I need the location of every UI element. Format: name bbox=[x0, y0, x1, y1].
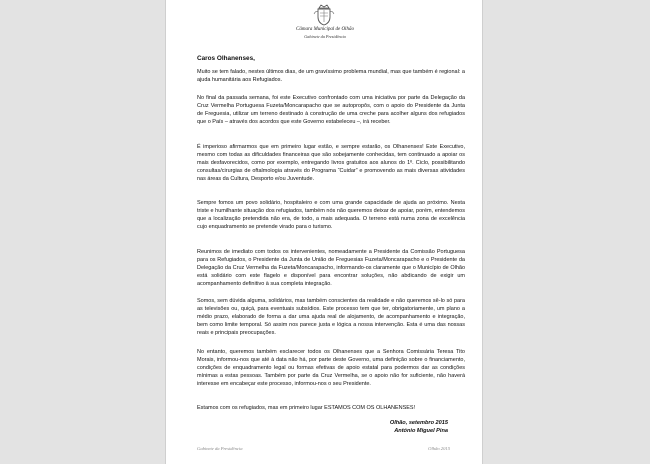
letter-paragraph: No final da passada semana, foi este Executivo confrontado com uma iniciativa por parte da Delegação da Cruz Vermelha Portuguesa Fuzeta/Moncarapacho que se autopropôs, com o apoio do Presidente da Junta de Freguesia, utilizar um terreno destinado à construção de uma creche para acolher alguns dos refugiados que o País – através dos acordos que este Governo estabeleceu –, irá receber. bbox=[197, 95, 465, 125]
letter-paragraph: Somos, sem dúvida alguma, solidários, mas também conscientes da realidade e não queremos sê-lo só para as televisões ou, quiçá, para eventuais subsídios. Este processo tem que ter, obrigatoriamente, um plano a médio prazo, elaborado de forma a dar uma ajuda real de alojamento, de acompanhamento e integração, bem como limite temporal. Só assim nos parece justa e lógica a nossa intervenção. Esta é uma das nossas reais e principais preocupações. bbox=[197, 298, 465, 336]
footer-office: Gabinete da Presidência bbox=[197, 446, 243, 451]
municipal-crest-icon bbox=[312, 4, 336, 26]
letter-paragraph: Muito se tem falado, nestes últimos dias, de um gravíssimo problema mundial, mas que também é regional: a ajuda humanitária aos Refugiados. bbox=[197, 69, 465, 83]
letter-paragraph: Sempre fomos um povo solidário, hospitaleiro e com uma grande capacidade de ajuda ao próximo. Nesta triste e humilhante situação dos refugiados, também nós não queremos deixar de apoiar, porém, entendemos que a localização pretendida não era, de todo, a mais adequada. O terreno está numa zona de excelência cujo enquadramento se pretende virado para o turismo. bbox=[197, 200, 465, 230]
letterhead-organization: Câmara Municipal de Olhão bbox=[296, 27, 354, 32]
letter-signatory: António Miguel Pina bbox=[394, 428, 448, 434]
letter-paragraph: Estamos com os refugiados, mas em primeiro lugar ESTAMOS COM OS OLHANENSES! bbox=[197, 405, 416, 411]
footer-place-year: Olhão 2015 bbox=[428, 446, 450, 451]
letter-greeting: Caros Olhanenses, bbox=[197, 55, 255, 62]
letter-place-date: Olhão, setembro 2015 bbox=[389, 420, 448, 426]
letter-paragraph: No entanto, queremos também esclarecer todos os Olhanenses que a Senhora Comissária Teresa Tito Morais, informou-nos que até à data não há, por parte deste Governo, uma definição sobre o financiamento, condições de enquadramento legal ou formas efetivas de apoio estatal para podermos dar as condições mínimas a estas pessoas. Também por parte da Cruz Vermelha, se o apoio não for suficiente, não haverá interesse em encabeçar este processo, informou-nos o seu Presidente. bbox=[197, 349, 465, 387]
letterhead-office: Gabinete da Presidência bbox=[304, 34, 346, 39]
letter-page bbox=[165, 0, 483, 464]
letter-paragraph: É imperioso afirmarmos que em primeiro lugar estão, e sempre estarão, os Olhanenses! Este Executivo, mesmo com todas as dificuldades financeiras que são sobejamente conhecidas, tem continuado a apoiar os mais desfavorecidos, como por exemplo, entregando livros gratuitos aos alunos do 1º. Ciclo, possibilitando consultas/cirurgias de oftalmologia através do Programa “Cuidar” e promovendo as mais diversas atividades nas áreas da Cultura, Desporto e/ou Juventude. bbox=[197, 144, 465, 182]
letter-paragraph: Reunimos de imediato com todos os intervenientes, nomeadamente a Presidente da Comissão Portuguesa para os Refugiados, o Presidente da Junta de União de Freguesias Fuzeta/Moncarapacho e o Presidente da Delegação da Cruz Vermelha da Fuzeta/Moncarapacho, informando-os claramente que o Município de Olhão está solidário com este flagelo e disponível para encontrar soluções, não abdicando de exigir um acompanhamento definitivo à sua completa integração. bbox=[197, 249, 465, 287]
